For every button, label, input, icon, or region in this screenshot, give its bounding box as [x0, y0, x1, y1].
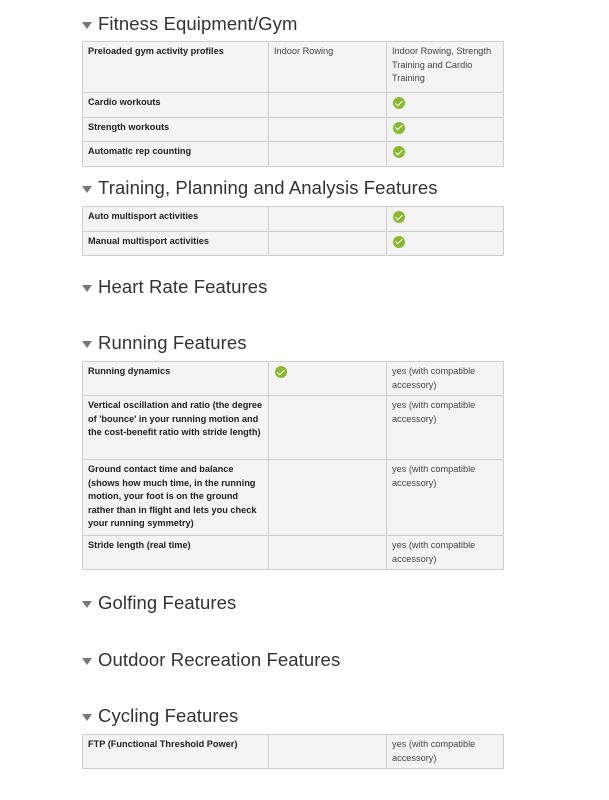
feature-table-running: [82, 361, 504, 570]
section-title: Golfing Features: [98, 592, 237, 613]
feature-value: yes (with compatible accessory): [387, 460, 504, 536]
check-icon: [393, 211, 405, 223]
section-training-planning: [82, 175, 504, 246]
table-row: [83, 42, 504, 93]
section-header-golfing[interactable]: [82, 590, 504, 616]
feature-value: [269, 207, 387, 232]
feature-name: Auto multisport activities: [83, 207, 269, 232]
section-title: Fitness Equipment/Gym: [98, 13, 298, 34]
section-header-training[interactable]: [82, 175, 504, 201]
feature-value: [387, 93, 504, 118]
feature-name: Automatic rep counting: [83, 142, 269, 167]
feature-value: [269, 735, 387, 769]
feature-table-fitness: [82, 41, 504, 167]
feature-name: FTP (Functional Threshold Power): [83, 735, 269, 769]
feature-value: [269, 460, 387, 536]
feature-value: Indoor Rowing, Strength Training and Cardio Training: [387, 42, 504, 93]
check-icon: [393, 97, 405, 109]
caret-down-icon: [82, 22, 92, 29]
table-row: [83, 396, 504, 460]
feature-name: Preloaded gym activity profiles: [83, 42, 269, 93]
table-row: [83, 460, 504, 536]
check-icon: [393, 146, 405, 158]
feature-value: [387, 142, 504, 167]
feature-value: [269, 142, 387, 167]
feature-value: [269, 231, 387, 256]
section-header-outdoor[interactable]: [82, 647, 504, 673]
section-header-running[interactable]: [82, 330, 504, 356]
feature-value: Indoor Rowing: [269, 42, 387, 93]
feature-name: Running dynamics: [83, 362, 269, 396]
section-golfing: [82, 590, 504, 616]
feature-value: [269, 396, 387, 460]
table-row: [83, 207, 504, 232]
caret-down-icon: [82, 601, 92, 608]
section-title: Cycling Features: [98, 705, 239, 726]
section-header-cycling[interactable]: [82, 703, 504, 729]
feature-value: yes (with compatible accessory): [387, 362, 504, 396]
section-title: Heart Rate Features: [98, 276, 268, 297]
section-title: Running Features: [98, 332, 247, 353]
feature-value: [269, 536, 387, 570]
section-running: [82, 330, 504, 564]
feature-value: yes (with compatible accessory): [387, 536, 504, 570]
section-cycling: [82, 703, 504, 763]
caret-down-icon: [82, 285, 92, 292]
table-row: [83, 362, 504, 396]
feature-value: [269, 362, 387, 396]
feature-table-cycling: [82, 734, 504, 769]
caret-down-icon: [82, 658, 92, 665]
table-row: [83, 93, 504, 118]
table-row: [83, 231, 504, 256]
table-row: [83, 117, 504, 142]
table-row: [83, 735, 504, 769]
feature-value: [387, 231, 504, 256]
feature-name: Manual multisport activities: [83, 231, 269, 256]
feature-name: Stride length (real time): [83, 536, 269, 570]
caret-down-icon: [82, 341, 92, 348]
feature-name: Ground contact time and balance (shows how much time, in the running motion, your foot is on the ground rather than in flight and lets you check your running symmetry): [83, 460, 269, 536]
check-icon: [275, 366, 287, 378]
section-fitness-equipment: [82, 11, 504, 156]
feature-name: Vertical oscillation and ratio (the degree of 'bounce' in your running motion and the cost-benefit ratio with stride length): [83, 396, 269, 460]
feature-value: [387, 207, 504, 232]
feature-value: yes (with compatible accessory): [387, 735, 504, 769]
feature-name: Cardio workouts: [83, 93, 269, 118]
section-title: Outdoor Recreation Features: [98, 649, 341, 670]
caret-down-icon: [82, 714, 92, 721]
section-title: Training, Planning and Analysis Features: [98, 177, 438, 198]
section-outdoor-recreation: [82, 647, 504, 673]
feature-value: yes (with compatible accessory): [387, 396, 504, 460]
feature-name: Strength workouts: [83, 117, 269, 142]
feature-value: [269, 93, 387, 118]
table-row: [83, 536, 504, 570]
feature-value: [387, 117, 504, 142]
check-icon: [393, 122, 405, 134]
caret-down-icon: [82, 186, 92, 193]
section-header-heart-rate[interactable]: [82, 274, 504, 300]
feature-value: [269, 117, 387, 142]
section-header-fitness[interactable]: [82, 11, 504, 37]
feature-table-training: [82, 206, 504, 256]
table-row: [83, 142, 504, 167]
section-heart-rate: [82, 274, 504, 300]
check-icon: [393, 236, 405, 248]
